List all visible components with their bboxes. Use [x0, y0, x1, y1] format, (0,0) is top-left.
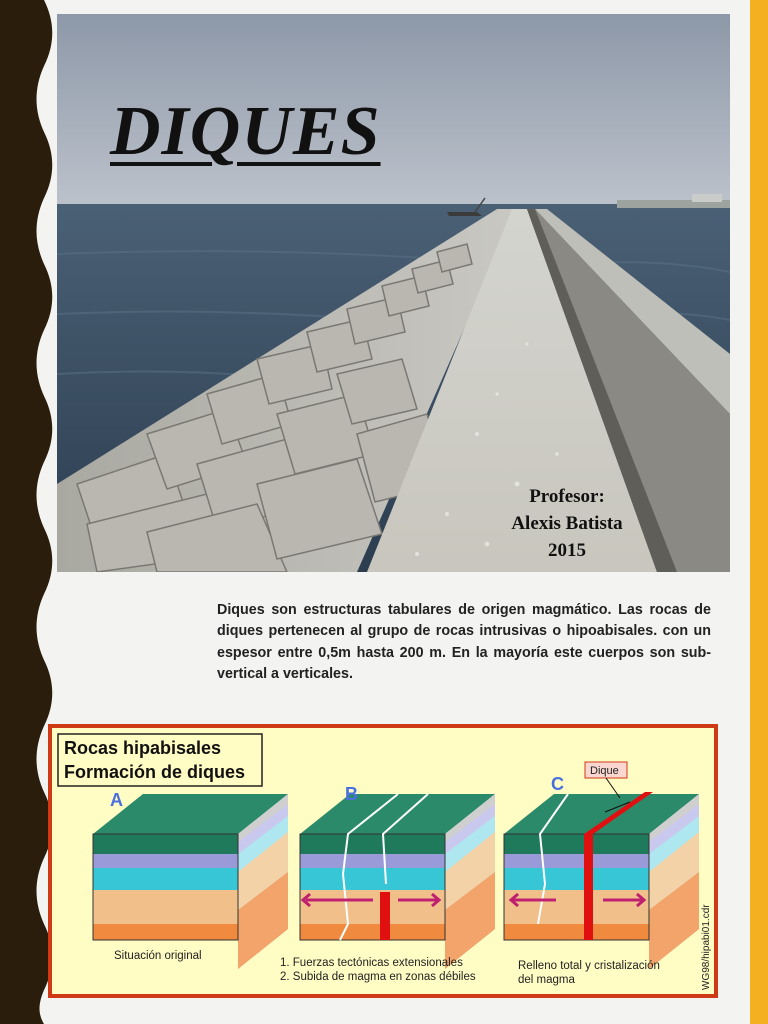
- diagram-source-code: WG98/hipabi01.cdr: [701, 904, 712, 990]
- dike-formation-diagram: [48, 724, 718, 998]
- dike-label: Dique: [590, 765, 619, 777]
- diagram-title-line2: Formación de diques: [64, 762, 246, 782]
- right-accent-band: [750, 0, 768, 1024]
- panel-c-caption-1: Relleno total y cristalización: [518, 960, 660, 972]
- panel-b-letter: B: [345, 784, 358, 804]
- panel-b-caption-1: 1. Fuerzas tectónicas extensionales: [280, 957, 463, 969]
- description-paragraph: Diques son estructuras tabulares de origen magmático. Las rocas de diques pertenecen al grupo de rocas intrusivas o hipoabisales. con un espesor entre 0,5m hasta 200 m. En la mayoría este cuerpos son sub-vertical a verticales.: [217, 602, 711, 682]
- slide-title: DIQUES: [110, 93, 381, 170]
- panel-c-letter: C: [551, 774, 564, 794]
- credit-role: Profesor:: [529, 486, 605, 507]
- panel-a-letter: A: [110, 790, 123, 810]
- panel-a-caption: Situación original: [114, 950, 202, 962]
- credit-year: 2015: [548, 540, 586, 561]
- panel-c-caption-2: del magma: [518, 974, 575, 986]
- author-credit: [486, 483, 648, 564]
- credit-name: Alexis Batista: [511, 513, 623, 534]
- diagram-title-line1: Rocas hipabisales: [64, 738, 222, 758]
- panel-b-caption-2: 2. Subida de magma en zonas débiles: [280, 971, 476, 983]
